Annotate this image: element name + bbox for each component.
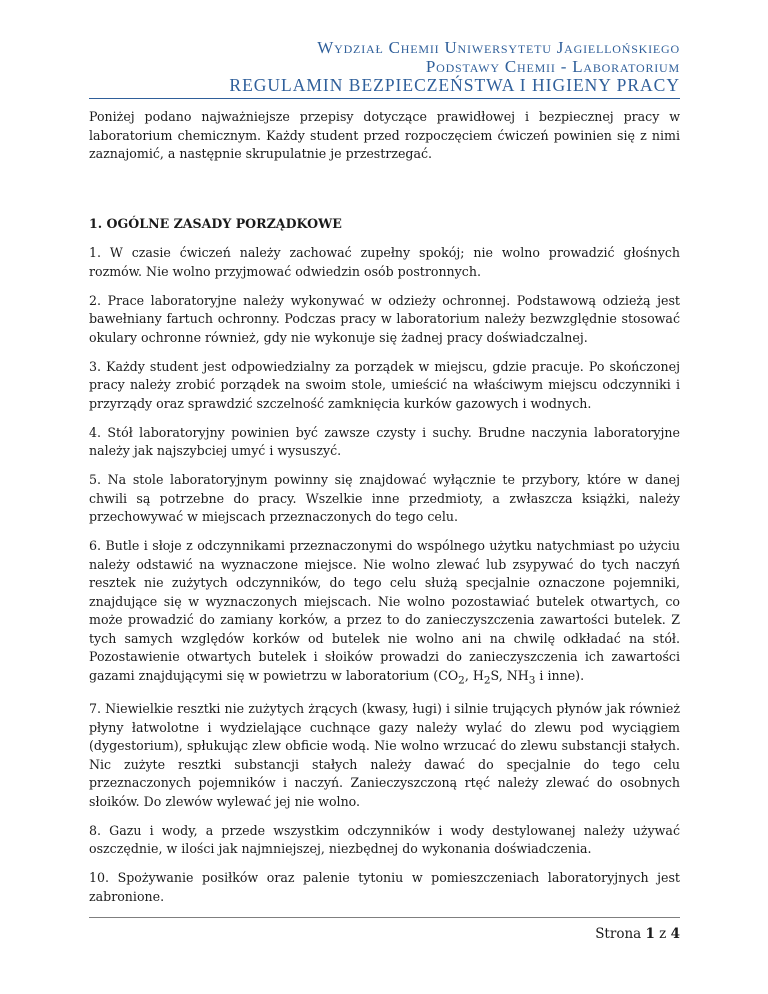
rule-paragraph-2: 2. Prace laboratoryjne należy wykonywać w odzieży ochronnej. Podstawową odzieżą jest bawełniany fartuch ochronny. Podczas pracy w laboratorium należy bezwzględnie stosować okulary ochronne również, gdy nie wykonuje się żadnej pracy doświadczalnej.: [89, 292, 680, 345]
course-title: Podstawy Chemii - Laboratorium: [425, 57, 680, 76]
rule-paragraph-8: 8. Gazu i wody, a przede wszystkim odczynników i wody destylowanej należy używać oszczędnie, w ilości jak najmniejszej, niezbędnej do wykonania doświadczenia.: [89, 822, 680, 857]
section-heading: 1. OGÓLNE ZASADY PORZĄDKOWE: [89, 215, 342, 231]
header-divider: [89, 98, 680, 99]
page-number: Strona 1 z 4: [595, 926, 680, 942]
faculty-title: Wydział Chemii Uniwersytetu Jagiellońskiego: [317, 38, 680, 57]
footer-divider: [89, 917, 680, 918]
rule-paragraph-5: 5. Na stole laboratoryjnym powinny się znajdować wyłącznie te przybory, które w danej chwili są potrzebne do pracy. Wszelkie inne przedmioty, a zwłaszcza książki, należy przechowywać w miejscach przeznaczonych do tego celu.: [89, 472, 680, 524]
intro-paragraph: Poniżej podano najważniejsze przepisy dotyczące prawidłowej i bezpiecznej pracy w laboratorium chemicznym. Każdy student przed rozpoczęciem ćwiczeń powinien się z nimi zaznajomić, a następnie skrupulatnie je przestrzegać.: [89, 109, 680, 161]
rule-paragraph-3: 3. Każdy student jest odpowiedzialny za porządek w miejscu, gdzie pracuje. Po skończonej pracy należy zrobić porządek na swoim stole, umieścić na właściwym miejscu odczynniki i przyrządy oraz sprawdzić szczelność zamknięcia kurków gazowych i wodnych.: [89, 358, 680, 411]
rule-paragraph-10: 10. Spożywanie posiłków oraz palenie tytoniu w pomieszczeniach laboratoryjnych jest zabronione.: [89, 870, 680, 904]
rule-paragraph-6: 6. Butle i słoje z odczynnikami przeznaczonymi do wspólnego użytku natychmiast po użyciu należy odstawić na wyznaczone miejsce. Nie wolno zlewać lub zsypywać do tych naczyń resztek nie zużytych odczynników, do tego celu służą specjalnie oznaczone pojemniki, znajdujące się w wyznaczonych miejscach. Nie wolno pozostawiać butelek otwartych, co może prowadzić do zamiany korków, a przez to do zanieczyszczenia zawartości butelek. Z tych samych względów korków od butelek nie wolno ani na chwilę odkładać na stół. Pozostawienie otwartych butelek i słoików prowadzi do zanieczyszczenia ich zawartości gazami znajdującymi się w powietrzu w laboratorium ($CO_2$, $H_2S$, $NH_3$ i inne).: [89, 538, 680, 687]
document-body: [89, 108, 680, 917]
rule-paragraph-7: 7. Niewielkie resztki nie zużytych żrących (kwasy, ługi) i silnie trujących płynów jak również płyny łatwolotne i wydzielające cuchnące gazy należy wylać do zlewu pod wyciągiem (dygestorium), spłukując zlew obficie wodą. Nie wolno wrzucać do zlewu substancji stałych. Nic zużyte resztki substancji stałych należy dawać do specjalnie do tego celu przeznaczonych pojemników i naczyń. Zanieczyszczoną rtęć należy zlewać do osobnych słoików. Do zlewów wylewać jej nie wolno.: [89, 701, 680, 809]
rule-paragraph-1: 1. W czasie ćwiczeń należy zachować zupełny spokój; nie wolno prowadzić głośnych rozmów. Nie wolno przyjmować odwiedzin osób postronnych.: [89, 245, 680, 279]
regulation-title: REGULAMIN BEZPIECZEŃSTWA I HIGIENY PRACY: [229, 75, 680, 95]
rule-paragraph-4: 4. Stół laboratoryjny powinien być zawsze czysty i suchy. Brudne naczynia laboratoryjne należy jak najszybciej umyć i wysuszyć.: [89, 424, 680, 458]
formula-co2: $CO_2$: [438, 667, 465, 687]
formula-h2s: $H_2S$, $NH_3$: [472, 667, 536, 687]
rule-6-text: 6. Butle i słoje z odczynnikami przeznaczonymi do wspólnego użytku natychmiast po użyciu należy odstawić na wyznaczone miejsce. Nie wolno zlewać lub zsypywać do tych naczyń resztek nie zużytych odczynników, do tego celu służą specjalnie oznaczone pojemniki, znajdujące się w wyznaczonych miejscach. Nie wolno pozostawiać butelek otwartych, co może prowadzić do zamiany korków, a przez to do zanieczyszczenia zawartości butelek. Z tych samych względów korków od butelek nie wolno ani na chwilę odkładać na stół. Pozostawienie otwartych butelek i słoików prowadzi do zanieczyszczenia ich zawartości gazami znajdującymi się w powietrzu w laboratorium (: [89, 538, 680, 683]
document-header: [80, 38, 680, 95]
